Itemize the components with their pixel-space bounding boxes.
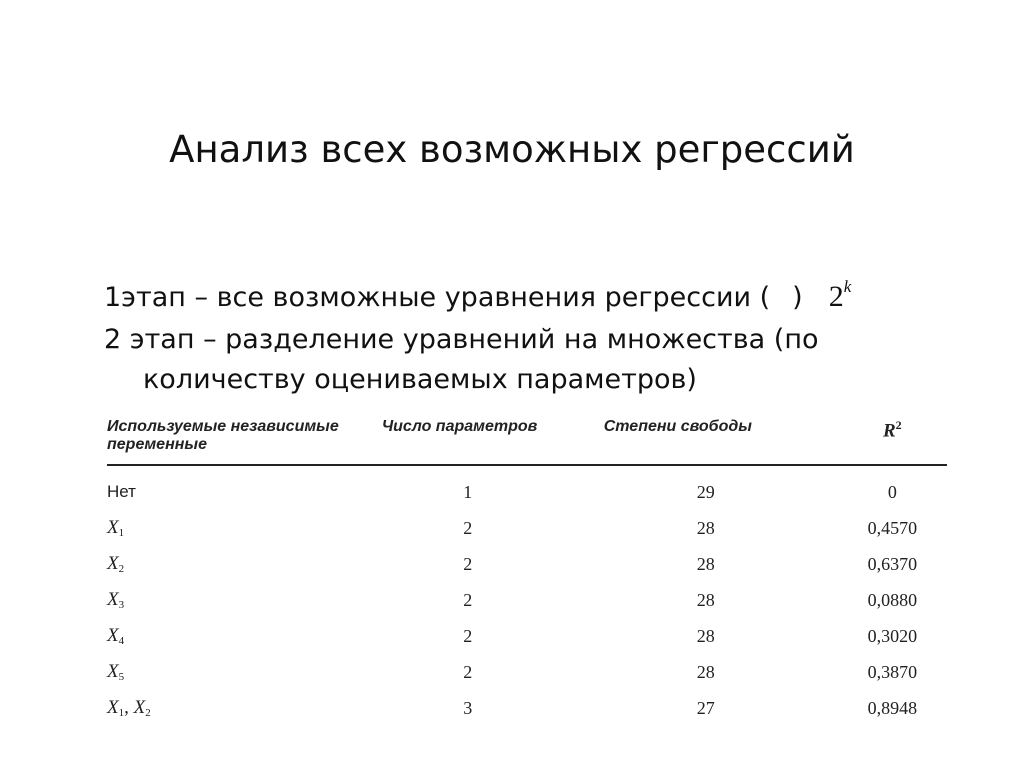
cell-variables: [107, 582, 362, 618]
table-row: [107, 618, 947, 654]
var-name: X: [133, 697, 146, 718]
cell-dof: 28: [696, 661, 715, 682]
cell-r2: 0,4570: [867, 517, 918, 538]
cell-variables: [107, 618, 362, 654]
header-variables-line1: Используемые независимые: [107, 418, 339, 435]
regressions-table: [107, 412, 947, 726]
step1-formula: [828, 277, 852, 313]
header-r2: [838, 412, 947, 465]
var-name: X: [107, 517, 119, 538]
var-name: X: [107, 697, 119, 718]
var-index: 3: [118, 599, 125, 611]
step1-line: [104, 277, 851, 314]
cell-variables: Нет: [107, 482, 136, 501]
step1-text: 1этап – все возможные уравнения регрессии (: [104, 282, 771, 313]
header-params: Число параметров: [362, 412, 574, 465]
var-index: 5: [118, 671, 125, 683]
table-row: [107, 546, 947, 582]
table-row: [107, 510, 947, 546]
step1-close-paren: ): [792, 282, 803, 313]
cell-variables: $X_1$, $X_2$: [107, 697, 151, 719]
table-row: [107, 654, 947, 690]
table-header-row: [107, 412, 947, 465]
var-name: X: [107, 661, 119, 682]
cell-params: 2: [463, 553, 473, 574]
var-index: 2: [118, 563, 125, 575]
cell-dof: 28: [696, 517, 715, 538]
var-index: 1: [118, 527, 125, 539]
var-index: 4: [118, 635, 125, 647]
cell-params: 1: [463, 481, 473, 502]
cell-r2: 0: [887, 481, 897, 502]
cell-dof: 28: [696, 553, 715, 574]
cell-dof: 29: [696, 481, 715, 502]
formula-exponent: k: [843, 277, 852, 296]
cell-params: 2: [463, 661, 473, 682]
step2-line: 2 этап – разделение уравнений на множества (по: [104, 324, 819, 355]
var-index: 2: [145, 707, 151, 719]
header-variables-line2: переменные: [107, 436, 207, 453]
slide-title: Анализ всех возможных регрессий: [169, 128, 855, 171]
var-index: 1: [118, 707, 125, 719]
cell-params: 2: [463, 589, 473, 610]
var-name: X: [107, 589, 119, 610]
cell-variables: [107, 654, 362, 690]
header-r2-base: R: [882, 420, 896, 442]
cell-dof: 28: [696, 625, 715, 646]
table-row: [107, 465, 947, 510]
header-r2-exp: 2: [895, 418, 902, 432]
cell-variables: [107, 510, 362, 546]
cell-params: 2: [463, 517, 473, 538]
cell-params: 3: [463, 697, 473, 718]
cell-params: 2: [463, 625, 473, 646]
cell-r2: 0,3870: [867, 661, 918, 682]
cell-dof: 27: [696, 697, 715, 718]
cell-r2: 0,6370: [867, 553, 918, 574]
formula-base: 2: [828, 280, 844, 313]
cell-r2: 0,0880: [867, 589, 918, 610]
var-name: X: [107, 625, 119, 646]
step2-line-continued: количеству оцениваемых параметров): [143, 364, 697, 395]
cell-r2: 0,3020: [867, 625, 918, 646]
table-row: [107, 582, 947, 618]
header-dof: Степени свободы: [574, 412, 838, 465]
cell-variables: [107, 546, 362, 582]
var-name: X: [107, 553, 119, 574]
cell-r2: 0,8948: [867, 697, 918, 718]
table-row: [107, 690, 947, 726]
header-variables: [107, 412, 362, 465]
cell-dof: 28: [696, 589, 715, 610]
